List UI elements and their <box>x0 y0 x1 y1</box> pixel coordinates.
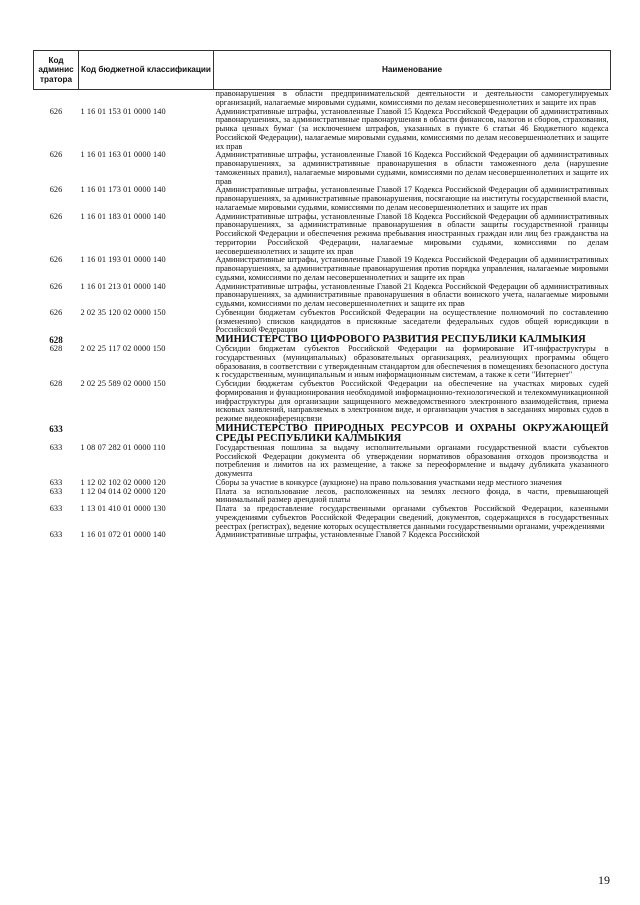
budget-code-cell: 1 16 01 173 01 0000 140 <box>80 185 166 195</box>
name-cell: Административные штрафы, установленные Главой 18 Кодекса Российской Федерации об административных правонарушениях, за административные правонарушения в области защиты государственной границы Российской Федерации и обеспечения режима пребывания иностранных граждан или лиц без гражданства на территории Российской Федерации, налагаемые мировыми судьями, комиссиями по делам несовершеннолетних и защите их прав <box>215 211 609 256</box>
name-cell: Административные штрафы, установленные Главой 16 Кодекса Российской Федерации об административных правонарушениях, за административные правонарушения в области таможенного дела (нарушение таможенных правил), налагаемые мировыми судьями, комиссиями по делам несовершеннолетних и защите их прав <box>215 150 609 186</box>
table-row <box>34 380 611 424</box>
table-row <box>34 444 611 479</box>
name-cell: правонарушения в области предпринимательской деятельности и деятельности саморегулируемых организаций, налагаемые мировыми судьями, комиссиями по делам несовершеннолетних и защите их прав <box>215 89 609 107</box>
table-body <box>34 90 611 541</box>
admin-code-cell: 626 <box>49 211 63 221</box>
table-row <box>34 531 611 540</box>
budget-code-cell: 1 13 01 410 01 0000 130 <box>80 504 166 513</box>
table-row <box>34 213 611 257</box>
page-number: 19 <box>598 873 610 887</box>
budget-code-cell: 1 16 01 183 01 0000 140 <box>80 211 166 221</box>
admin-code-cell: 626 <box>49 106 63 116</box>
budget-code-cell: 1 16 01 193 01 0000 140 <box>80 255 166 265</box>
budget-code-cell: 1 12 04 014 02 0000 120 <box>80 486 166 496</box>
name-cell: Субсидии бюджетам субъектов Российской Федерации на обеспечение на участках мировых судей формирования и функционирования необходимой информационно-технологической и телекоммуникационной инфраструктуры для организации защищенного межведомственного электронного взаимодействия, приема исковых заявлений, направляемых в электронном виде, и организации участия в заседаниях мировых судов в режиме видеоконференцсвязи <box>215 379 609 423</box>
table-row <box>34 345 611 380</box>
name-cell: МИНИСТЕРСТВО ЦИФРОВОГО РАЗВИТИЯ РЕСПУБЛИКИ КАЛМЫКИЯ <box>215 334 586 345</box>
name-cell: Сборы за участие в конкурсе (аукционе) на право пользования участками недр местного значения <box>215 477 562 487</box>
name-cell: Административные штрафы, установленные Главой 21 Кодекса Российской Федерации об административных правонарушениях, за административные правонарушения в области воинского учета, налагаемые мировыми судьями, комиссиями по делам несовершеннолетних и защите их прав <box>215 281 609 308</box>
budget-code-cell: 2 02 25 589 02 0000 150 <box>80 379 166 388</box>
admin-code-cell: 626 <box>49 255 63 265</box>
admin-code-cell: 633 <box>49 442 63 452</box>
name-cell: Административные штрафы, установленные Главой 15 Кодекса Российской Федерации об административных правонарушениях, за административные правонарушения в области финансов, налогов и сборов, страхования, рынка ценных бумаг (за исключением штрафов, указанных в пункте 6 статьи 46 Бюджетного кодекса Российской Федерации), налагаемые мировыми судьями, комиссиями по делам несовершеннолетних и защите их прав <box>215 106 609 151</box>
admin-code-cell: 633 <box>49 477 63 487</box>
budget-code-cell: 1 16 01 153 01 0000 140 <box>80 106 166 116</box>
budget-code-cell: 1 16 01 213 01 0000 140 <box>80 281 166 291</box>
table-row <box>34 488 611 506</box>
admin-code-cell: 628 <box>49 379 63 388</box>
table-row <box>34 151 611 186</box>
admin-code-cell: 626 <box>49 281 63 291</box>
name-cell: Субвенции бюджетам субъектов Российской Федерации на осуществление полномочий по составлению (изменению) списков кандидатов в присяжные заседатели федеральных судов общей юрисдикции в Российской Федерации <box>215 307 609 335</box>
name-cell: Административные штрафы, установленные Главой 7 Кодекса Российской <box>215 530 480 540</box>
table-row <box>34 186 611 212</box>
name-cell: Административные штрафы, установленные Главой 19 Кодекса Российской Федерации об административных правонарушениях, за административные правонарушения против порядка управления, налагаемые мировыми судьями, комиссиями по делам несовершеннолетних и защите их прав <box>215 255 609 282</box>
table-row <box>34 256 611 282</box>
table-row <box>34 108 611 152</box>
budget-code-cell <box>79 424 214 444</box>
table-row <box>34 309 611 335</box>
admin-code-cell: 633 <box>49 486 63 496</box>
name-cell: Плата за использование лесов, расположенных на землях лесного фонда, в части, превышающей минимальный размер арендной платы <box>215 486 609 505</box>
budget-code-cell: 2 02 25 117 02 0000 150 <box>80 344 166 353</box>
budget-code-cell: 2 02 35 120 02 0000 150 <box>80 307 166 317</box>
name-cell: Субсидии бюджетам субъектов Российской Федерации на формирование ИТ-инфраструктуры в государственных (муниципальных) образовательных организациях, реализующих программы общего образования, в соответствии с утвержденным стандартом для обеспечения в помещениях безопасного доступа к государственным, муниципальным и иным информационным системам, а также к сети "Интернет" <box>215 344 609 380</box>
admin-code-cell: 626 <box>49 150 63 160</box>
admin-code-cell: 628 <box>49 335 63 345</box>
admin-code-cell: 633 <box>49 423 63 434</box>
admin-code-cell: 633 <box>49 504 63 513</box>
table-row <box>34 283 611 309</box>
budget-codes-table <box>33 50 611 540</box>
table-row <box>34 90 611 108</box>
name-cell: МИНИСТЕРСТВО ПРИРОДНЫХ РЕСУРСОВ И ОХРАНЫ ОКРУЖАЮЩЕЙ СРЕДЫ РЕСПУБЛИКИ КАЛМЫКИЯ <box>215 422 609 444</box>
table-row <box>34 505 611 531</box>
admin-code-cell: 628 <box>49 344 63 353</box>
name-cell: Плата за предоставление государственными органами субъектов Российской Федерации, казенными учреждениями субъектов Российской Федерации сведений, документов, содержащихся в государственных реестрах (регистрах), ведение которых осуществляется данными государственными органами, учреждениями <box>215 504 609 531</box>
header-name: Наименование <box>214 51 611 90</box>
admin-code-cell: 633 <box>49 530 63 540</box>
header-admin-code: Код админис тратора <box>34 51 79 90</box>
table-header-row <box>34 51 611 90</box>
header-budget-code: Код бюджетной классификации <box>79 51 214 90</box>
budget-code-cell: 1 16 01 072 01 0000 140 <box>80 530 166 540</box>
budget-code-cell: 1 12 02 102 02 0000 120 <box>80 477 166 487</box>
budget-code-cell: 1 16 01 163 01 0000 140 <box>80 150 166 160</box>
section-header-row <box>34 424 611 444</box>
admin-code-cell: 626 <box>49 307 63 317</box>
budget-code-cell: 1 08 07 282 01 0000 110 <box>80 442 166 452</box>
admin-code-cell <box>34 90 79 108</box>
name-cell: Административные штрафы, установленные Главой 17 Кодекса Российской Федерации об административных правонарушениях, за административные правонарушения, посягающие на институты государственной власти, налагаемые мировыми судьями, комиссиями по делам несовершеннолетних и защите их прав <box>215 185 609 212</box>
admin-code-cell: 626 <box>49 185 63 195</box>
budget-code-cell <box>79 90 214 108</box>
name-cell: Государственная пошлина за выдачу исполнительными органами государственной власти субъектов Российской Федерации документа об утверждении нормативов образования отходов производства и потребления и лимитов на их размещение, а также за переоформление и выдачу дубликата указанного документа <box>215 442 609 478</box>
